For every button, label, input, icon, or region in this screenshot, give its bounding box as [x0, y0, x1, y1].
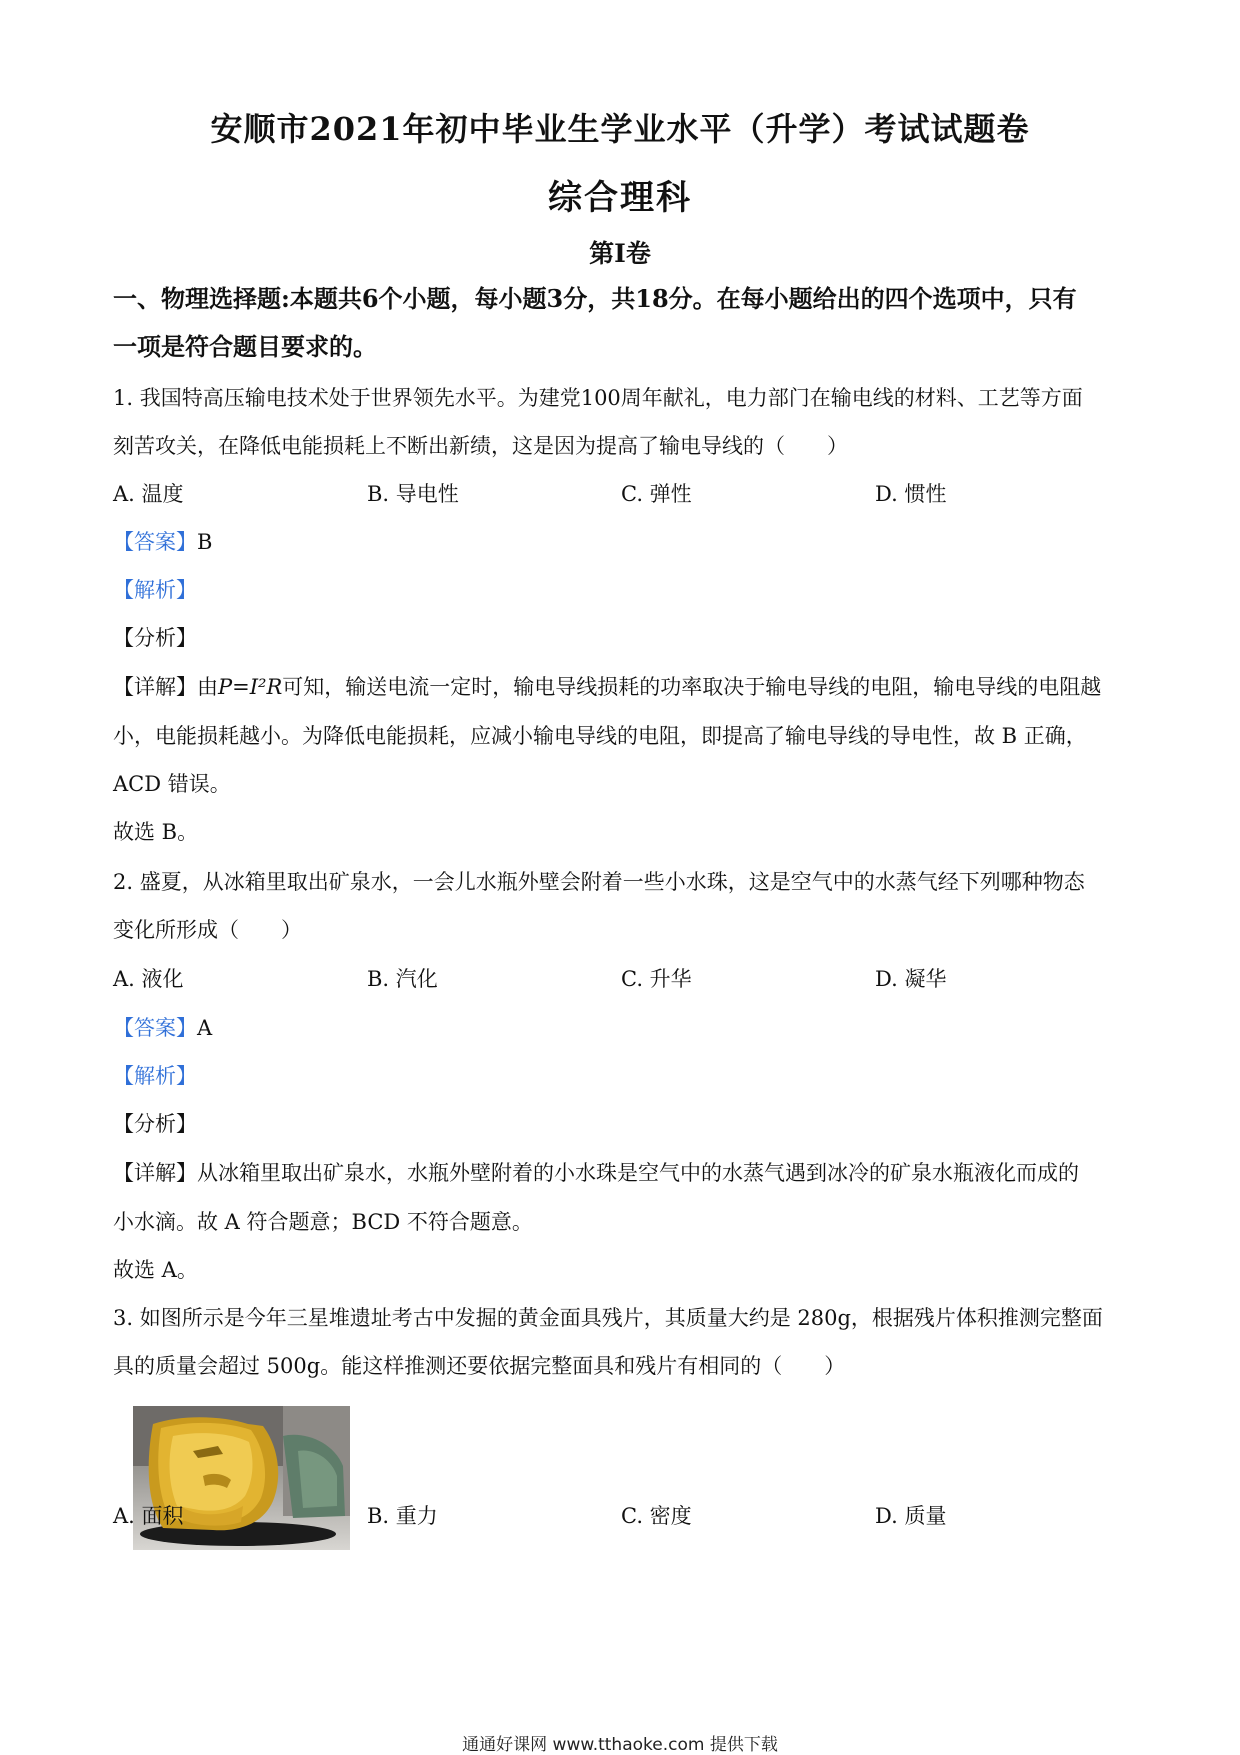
q3-option-d: D. 质量	[875, 1504, 947, 1528]
q1-stem-line-2: 刻苦攻关，在降低电能损耗上不断出新绩，这是因为提高了输电导线的（ ）	[113, 434, 848, 458]
q3-stem-line-1: 3. 如图所示是今年三星堆遗址考古中发掘的黄金面具残片，其质量大约是 280g，根据残片体积推测完整面	[113, 1306, 1103, 1330]
q3-option-b: B. 重力	[367, 1504, 438, 1528]
section-heading-line-2: 一项是符合题目要求的。	[113, 332, 377, 361]
q1-option-c: C. 弹性	[621, 482, 692, 506]
footer-watermark: 通通好课网 www.tthaoke.com 提供下载	[462, 1735, 778, 1755]
q3-stem-line-2: 具的质量会超过 500g。能这样推测还要依据完整面具和残片有相同的（ ）	[113, 1354, 846, 1378]
q1-option-a: A. 温度	[113, 482, 184, 506]
q1-detail-text-a: 由	[197, 675, 218, 699]
q1-fenxi-tag: 【分析】	[113, 626, 197, 650]
q2-conclusion: 故选 A。	[113, 1258, 198, 1282]
exam-subtitle: 综合理科	[548, 178, 692, 218]
q2-option-b: B. 汽化	[367, 967, 438, 991]
q1-options	[113, 478, 1133, 506]
q2-answer-tag: 【答案】	[113, 1016, 197, 1040]
q1-option-d: D. 惯性	[875, 482, 947, 506]
q1-stem-line-1: 1. 我国特高压输电技术处于世界领先水平。为建党100周年献礼，电力部门在输电线的材料、工艺等方面	[113, 386, 1083, 410]
q1-answer-value: B	[197, 530, 213, 554]
q2-options	[113, 963, 1133, 991]
q1-detail-line-2: 小，电能损耗越小。为降低电能损耗，应减小输电导线的电阻，即提高了输电导线的导电性，故 B 正确，	[113, 724, 1087, 748]
q2-fenxi-tag: 【分析】	[113, 1112, 197, 1136]
q2-answer	[113, 1012, 1133, 1042]
q1-conclusion: 故选 B。	[113, 820, 199, 844]
q1-detail-tag: 【详解】	[113, 675, 197, 699]
q2-answer-value: A	[197, 1016, 213, 1040]
q2-detail-line-1	[113, 1157, 1133, 1187]
q2-option-d: D. 凝华	[875, 967, 947, 991]
volume-label: 第Ⅰ卷	[589, 239, 651, 268]
q1-answer	[113, 526, 1133, 556]
q2-stem-line-2: 变化所形成（ ）	[113, 918, 302, 942]
q2-stem-line-1: 2. 盛夏，从冰箱里取出矿泉水，一会儿水瓶外壁会附着一些小水珠，这是空气中的水蒸气经下列哪种物态	[113, 870, 1085, 894]
q1-formula: P=I²R	[218, 675, 283, 699]
q1-detail-text-b: 可知，输送电流一定时，输电导线损耗的功率取决于输电导线的电阻，输电导线的电阻越	[282, 675, 1102, 699]
q1-jiexi-tag: 【解析】	[113, 578, 197, 602]
exam-title: 安顺市2021年初中毕业生学业水平（升学）考试试题卷	[210, 110, 1030, 148]
q1-answer-tag: 【答案】	[113, 530, 197, 554]
q1-detail-line-3: ACD 错误。	[113, 772, 231, 796]
q3-option-c: C. 密度	[621, 1504, 692, 1528]
q1-detail-line-1	[113, 671, 1133, 701]
q2-jiexi-tag: 【解析】	[113, 1064, 197, 1088]
q2-detail-tag: 【详解】	[113, 1161, 197, 1185]
q2-option-a: A. 液化	[113, 967, 184, 991]
section-heading-line-1: 一、物理选择题:本题共6个小题，每小题3分，共18分。在每小题给出的四个选项中，只有	[113, 284, 1077, 313]
q2-option-c: C. 升华	[621, 967, 692, 991]
section-heading	[113, 275, 1133, 371]
q3-option-a: A. 面积	[113, 1504, 184, 1528]
q3-options	[113, 1500, 1133, 1528]
q2-detail-text: 从冰箱里取出矿泉水，水瓶外壁附着的小水珠是空气中的水蒸气遇到冰冷的矿泉水瓶液化而成的	[197, 1161, 1079, 1185]
q2-detail-line-2: 小水滴。故 A 符合题意；BCD 不符合题意。	[113, 1210, 533, 1234]
q1-option-b: B. 导电性	[367, 482, 459, 506]
